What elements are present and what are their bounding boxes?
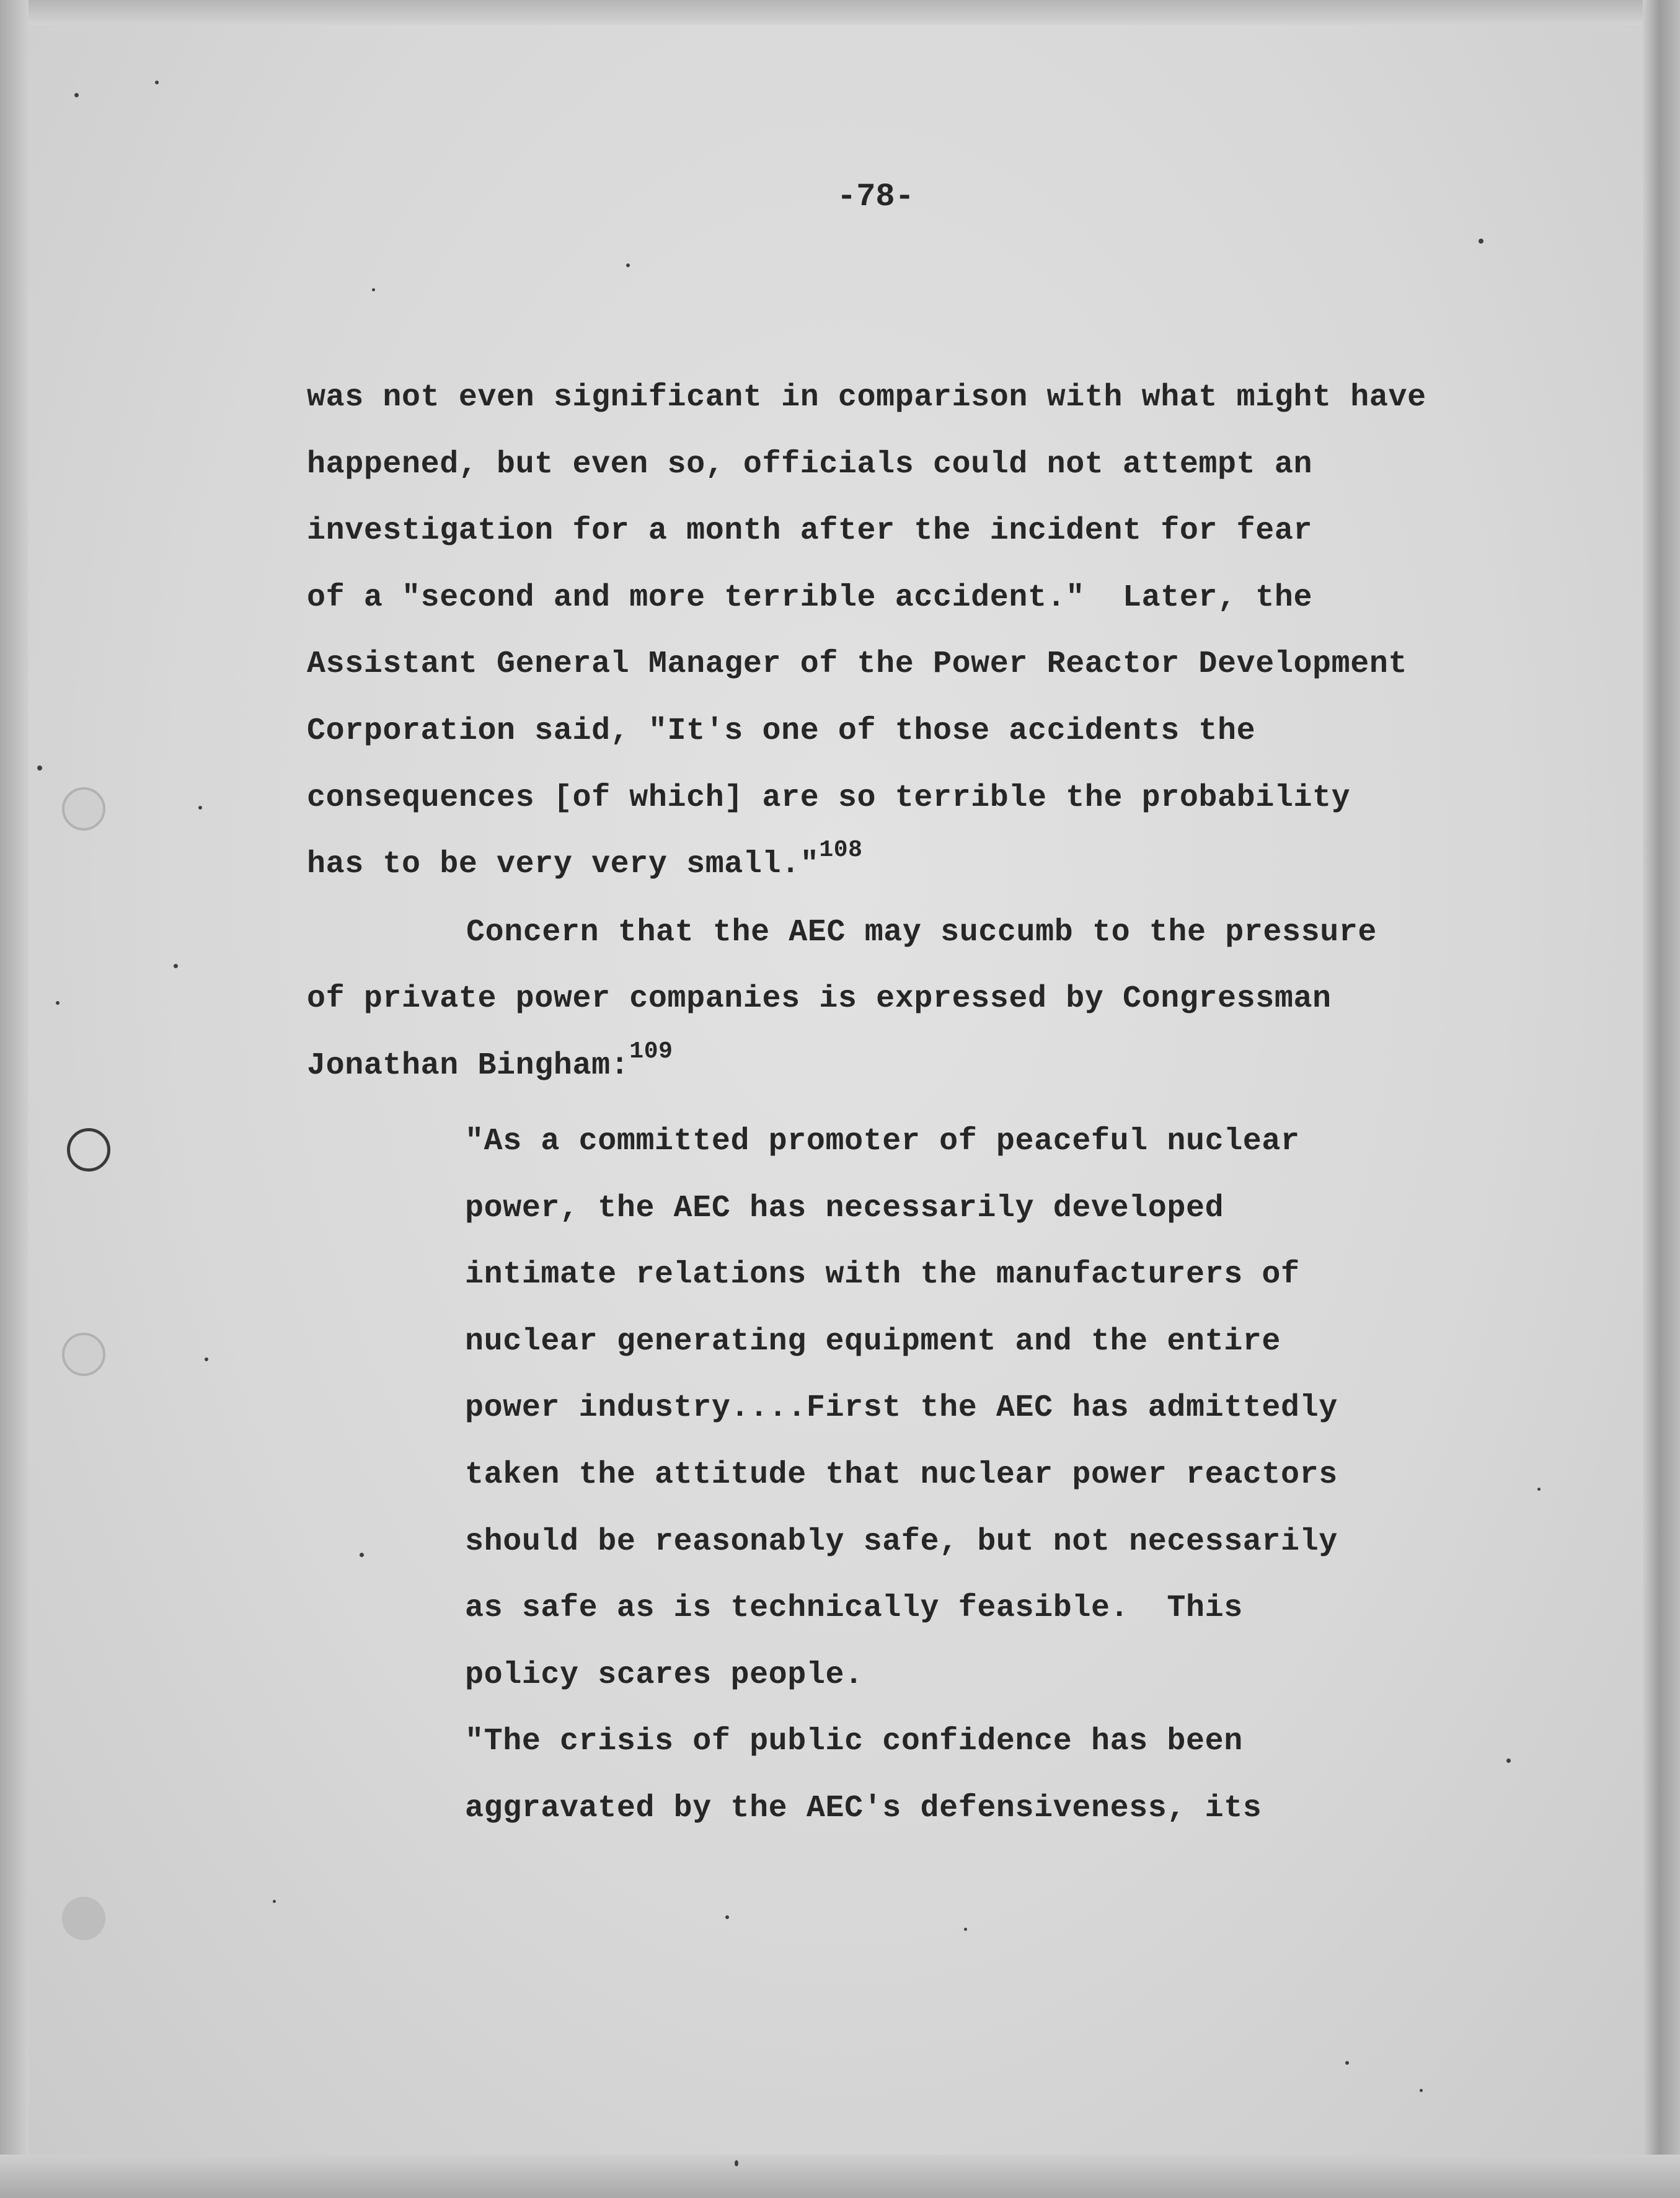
dust-speck bbox=[273, 1900, 276, 1903]
dust-speck bbox=[37, 766, 42, 770]
dust-speck bbox=[1506, 1759, 1511, 1763]
quote-line: power industry....First the AEC has admittedly bbox=[465, 1390, 1338, 1426]
dust-speck bbox=[964, 1928, 967, 1931]
footnote-marker-108: 108 bbox=[819, 837, 863, 863]
text-line: was not even significant in comparison with what might have bbox=[307, 380, 1426, 415]
quote-line: should be reasonably safe, but not necessarily bbox=[465, 1524, 1338, 1560]
dust-speck bbox=[74, 93, 79, 97]
dust-speck bbox=[1345, 2061, 1349, 2065]
dust-speck bbox=[198, 806, 202, 810]
dust-speck bbox=[1420, 2089, 1423, 2092]
text-line: Corporation said, "It's one of those accidents the bbox=[307, 713, 1256, 749]
quote-line: as safe as is technically feasible. This bbox=[465, 1591, 1243, 1626]
dust-speck bbox=[174, 964, 178, 968]
text-line: Assistant General Manager of the Power Reactor Development bbox=[307, 647, 1408, 682]
quote-line: "As a committed promoter of peaceful nuclear bbox=[465, 1124, 1300, 1159]
scan-edge-right bbox=[1643, 0, 1680, 2198]
binder-hole-middle bbox=[67, 1128, 110, 1172]
binder-hole-lower bbox=[62, 1333, 105, 1376]
dust-speck bbox=[56, 1001, 60, 1005]
text-line: Jonathan Bingham: bbox=[307, 1048, 630, 1084]
dust-speck bbox=[372, 288, 375, 291]
dust-speck bbox=[626, 263, 630, 267]
quote-line: "The crisis of public confidence has been bbox=[465, 1724, 1243, 1759]
dust-speck bbox=[725, 1915, 729, 1919]
quote-line: aggravated by the AEC's defensiveness, its bbox=[465, 1791, 1262, 1826]
quote-line: intimate relations with the manufacturers of bbox=[465, 1257, 1300, 1292]
text-line: has to be very very small." bbox=[307, 847, 820, 882]
text-line: consequences [of which] are so terrible the probability bbox=[307, 780, 1351, 816]
text-line-with-footnote bbox=[307, 837, 863, 883]
scan-edge-top bbox=[0, 0, 1680, 25]
quote-line: power, the AEC has necessarily developed bbox=[465, 1191, 1224, 1226]
text-line: of private power companies is expressed by Congressman bbox=[307, 981, 1332, 1017]
page-number: -78- bbox=[837, 179, 914, 215]
dust-speck bbox=[1479, 239, 1483, 244]
text-line: of a "second and more terrible accident." Later, the bbox=[307, 580, 1313, 616]
binder-hole-shadow-bottom bbox=[62, 1897, 105, 1940]
dust-speck bbox=[360, 1553, 364, 1557]
dust-speck bbox=[735, 2160, 738, 2166]
dust-speck bbox=[205, 1357, 208, 1361]
text-line: happened, but even so, officials could not attempt an bbox=[307, 447, 1313, 482]
dust-speck bbox=[155, 81, 159, 84]
text-line-with-footnote bbox=[307, 1038, 673, 1085]
quote-line: taken the attitude that nuclear power reactors bbox=[465, 1457, 1338, 1493]
quote-line: nuclear generating equipment and the entire bbox=[465, 1324, 1281, 1359]
quote-line: policy scares people. bbox=[465, 1657, 864, 1693]
scan-edge-bottom bbox=[0, 2155, 1680, 2198]
text-line: Concern that the AEC may succumb to the pressure bbox=[466, 915, 1377, 950]
scan-edge-left bbox=[0, 0, 29, 2198]
footnote-marker-109: 109 bbox=[629, 1038, 673, 1065]
dust-speck bbox=[1537, 1488, 1541, 1491]
binder-hole-shadow-top bbox=[62, 787, 105, 831]
text-line: investigation for a month after the incident for fear bbox=[307, 513, 1313, 549]
